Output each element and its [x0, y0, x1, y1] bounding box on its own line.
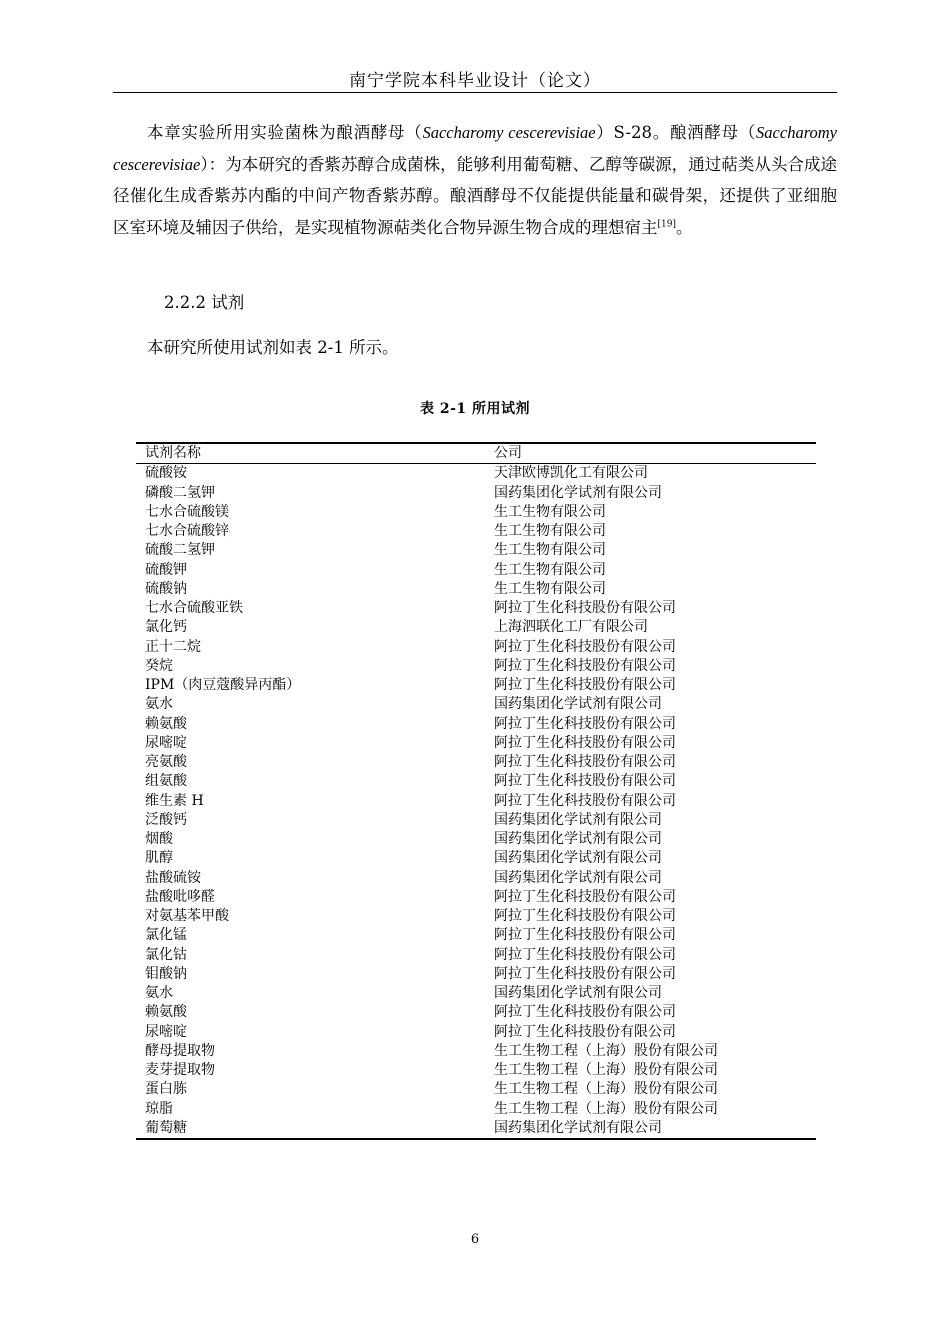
company-cell: 阿拉丁生化科技股份有限公司: [494, 638, 676, 655]
reagent-name-cell: 癸烷: [145, 657, 173, 674]
table-row: [136, 830, 816, 849]
table-body: [136, 464, 816, 1138]
company-cell: 国药集团化学试剂有限公司: [494, 850, 662, 867]
table-row: [136, 1100, 816, 1119]
table-row: [136, 849, 816, 868]
header-reagent-name: 试剂名称: [145, 445, 201, 461]
company-cell: 生工生物有限公司: [494, 523, 606, 539]
reagent-name-cell: 氯化钴: [145, 946, 187, 963]
header-company: 公司: [494, 445, 522, 461]
reagent-name-cell: 磷酸二氢钾: [145, 484, 215, 501]
table-caption: 表 2-1 所用试剂: [419, 401, 531, 417]
company-cell: 阿拉丁生化科技股份有限公司: [494, 927, 676, 944]
reagent-name-cell: 葡萄糖: [145, 1119, 187, 1136]
table-row: [136, 734, 816, 753]
company-cell: 生工生物工程（上海）股份有限公司: [494, 1042, 718, 1059]
reagent-name-cell: 肌醇: [145, 850, 173, 867]
para1-end: 。: [675, 217, 693, 237]
reagent-name-cell: 琼脂: [145, 1100, 173, 1117]
table-intro-paragraph: 本研究所使用试剂如表 2-1 所示。: [147, 338, 399, 357]
reagent-name-cell: 组氨酸: [145, 773, 187, 790]
table-row: [136, 657, 816, 676]
table-row: [136, 503, 816, 522]
table-row: [136, 1023, 816, 1042]
reagent-name-cell: 氯化锰: [145, 927, 187, 944]
table-row: [136, 695, 816, 714]
company-cell: 生工生物有限公司: [494, 561, 606, 578]
table-row: [136, 1042, 816, 1061]
reagent-name-cell: IPM（肉豆蔻酸异丙酯）: [145, 677, 301, 693]
company-cell: 国药集团化学试剂有限公司: [494, 869, 662, 886]
table-row: [136, 580, 816, 599]
reagent-name-cell: 酵母提取物: [145, 1042, 215, 1059]
reagent-name-cell: 氨水: [145, 696, 173, 713]
reagent-name-cell: 赖氨酸: [145, 715, 187, 732]
company-cell: 生工生物工程（上海）股份有限公司: [494, 1100, 718, 1117]
table-row: [136, 522, 816, 541]
species-name-2: Saccharomy cescerevisiae: [113, 123, 837, 174]
company-cell: 天津欧博凯化工有限公司: [494, 465, 648, 482]
company-cell: 国药集团化学试剂有限公司: [494, 696, 662, 713]
table-row: [136, 1119, 816, 1138]
table-row: [136, 753, 816, 772]
table-row: [136, 792, 816, 811]
reagent-name-cell: 七水合硫酸亚铁: [145, 600, 243, 616]
table-row: [136, 984, 816, 1003]
table-bottom-rule: [136, 1138, 816, 1140]
para1-pre: 本章实验所用实验菌株为酿酒酵母（: [147, 123, 423, 142]
reagent-name-cell: 七水合硫酸锌: [145, 523, 229, 539]
company-cell: 国药集团化学试剂有限公司: [494, 484, 662, 501]
page-number: 6: [470, 1232, 480, 1247]
company-cell: 国药集团化学试剂有限公司: [494, 811, 662, 828]
company-cell: 生工生物有限公司: [494, 580, 606, 597]
company-cell: 阿拉丁生化科技股份有限公司: [494, 1004, 676, 1021]
header-rule: [113, 92, 837, 93]
table-row: [136, 888, 816, 907]
reagent-name-cell: 硫酸二氢钾: [145, 542, 215, 559]
company-cell: 阿拉丁生化科技股份有限公司: [494, 734, 676, 751]
intro-paragraph-block: [113, 117, 837, 243]
company-cell: 生工生物有限公司: [494, 503, 606, 520]
reagent-name-cell: 钼酸钠: [145, 965, 187, 982]
table-row: [136, 1003, 816, 1022]
company-cell: 阿拉丁生化科技股份有限公司: [494, 600, 676, 616]
company-cell: 阿拉丁生化科技股份有限公司: [494, 754, 676, 770]
company-cell: 国药集团化学试剂有限公司: [494, 1119, 662, 1136]
company-cell: 阿拉丁生化科技股份有限公司: [494, 792, 676, 809]
table-row: [136, 676, 816, 695]
table-row: [136, 772, 816, 791]
para1-mid1: ）S-28。酿酒酵母（: [595, 123, 757, 142]
company-cell: 生工生物有限公司: [494, 542, 606, 559]
table-header-row: [136, 444, 816, 463]
table-row: [136, 965, 816, 984]
reagent-name-cell: 氯化钙: [145, 619, 187, 636]
reagent-name-cell: 尿嘧啶: [145, 1023, 187, 1040]
table-row: [136, 926, 816, 945]
reagent-name-cell: 亮氨酸: [145, 754, 187, 770]
company-cell: 生工生物工程（上海）股份有限公司: [494, 1062, 718, 1078]
reagent-name-cell: 硫酸钾: [145, 561, 187, 578]
reagent-name-cell: 泛酸钙: [145, 811, 187, 828]
reagent-name-cell: 氨水: [145, 985, 173, 1001]
section-heading: 2.2.2 试剂: [164, 293, 245, 312]
table-row: [136, 946, 816, 965]
reagent-name-cell: 盐酸硫铵: [145, 869, 201, 886]
company-cell: 阿拉丁生化科技股份有限公司: [494, 908, 676, 924]
reagent-name-cell: 尿嘧啶: [145, 734, 187, 751]
species-name-1: Saccharomy cescerevisiae: [422, 123, 596, 142]
reagent-name-cell: 硫酸钠: [145, 580, 187, 597]
table-row: [136, 869, 816, 888]
reagent-table: [136, 442, 816, 1140]
company-cell: 阿拉丁生化科技股份有限公司: [494, 1023, 676, 1040]
company-cell: 阿拉丁生化科技股份有限公司: [494, 657, 676, 674]
table-row: [136, 541, 816, 560]
company-cell: 阿拉丁生化科技股份有限公司: [494, 965, 676, 982]
reagent-name-cell: 七水合硫酸镁: [145, 503, 229, 520]
table-row: [136, 599, 816, 618]
table-row: [136, 1080, 816, 1099]
table-row: [136, 1061, 816, 1080]
company-cell: 阿拉丁生化科技股份有限公司: [494, 677, 676, 693]
company-cell: 国药集团化学试剂有限公司: [494, 831, 662, 847]
company-cell: 阿拉丁生化科技股份有限公司: [494, 715, 676, 732]
para1-mid2: ）：为本研究的香紫苏醇合成菌株，能够利用葡萄糖、乙醇等碳源，通过萜类从头合成途径催化生成香紫苏内酯的中间产物香紫苏醇。酿酒酵母不仅能提供能量和碳骨架，还提供了亚细胞区室环境及辅因子供给，是实现植物源萜类化合物异源生物合成的理想宿主: [113, 154, 837, 237]
reagent-name-cell: 盐酸吡哆醛: [145, 888, 215, 905]
table-row: [136, 638, 816, 657]
company-cell: 阿拉丁生化科技股份有限公司: [494, 888, 676, 905]
company-cell: 阿拉丁生化科技股份有限公司: [494, 946, 676, 963]
reagent-name-cell: 硫酸铵: [145, 465, 187, 482]
company-cell: 生工生物工程（上海）股份有限公司: [494, 1081, 718, 1098]
company-cell: 阿拉丁生化科技股份有限公司: [494, 773, 676, 790]
table-row: [136, 907, 816, 926]
company-cell: 上海泗联化工厂有限公司: [494, 619, 648, 636]
citation-ref: [19]: [657, 219, 676, 229]
reagent-name-cell: 赖氨酸: [145, 1004, 187, 1021]
reagent-name-cell: 蛋白胨: [145, 1081, 187, 1098]
reagent-name-cell: 维生素 H: [145, 792, 204, 809]
reagent-name-cell: 对氨基苯甲酸: [145, 908, 229, 924]
table-row: [136, 811, 816, 830]
table-row: [136, 561, 816, 580]
reagent-name-cell: 麦芽提取物: [145, 1062, 215, 1078]
table-row: [136, 464, 816, 483]
table-row: [136, 618, 816, 637]
table-row: [136, 715, 816, 734]
company-cell: 国药集团化学试剂有限公司: [494, 985, 662, 1001]
table-row: [136, 484, 816, 503]
strain-paragraph: [113, 117, 837, 243]
reagent-name-cell: 正十二烷: [145, 638, 201, 655]
page-header-title: 南宁学院本科毕业设计（论文）: [349, 71, 601, 91]
reagent-name-cell: 烟酸: [145, 831, 173, 847]
